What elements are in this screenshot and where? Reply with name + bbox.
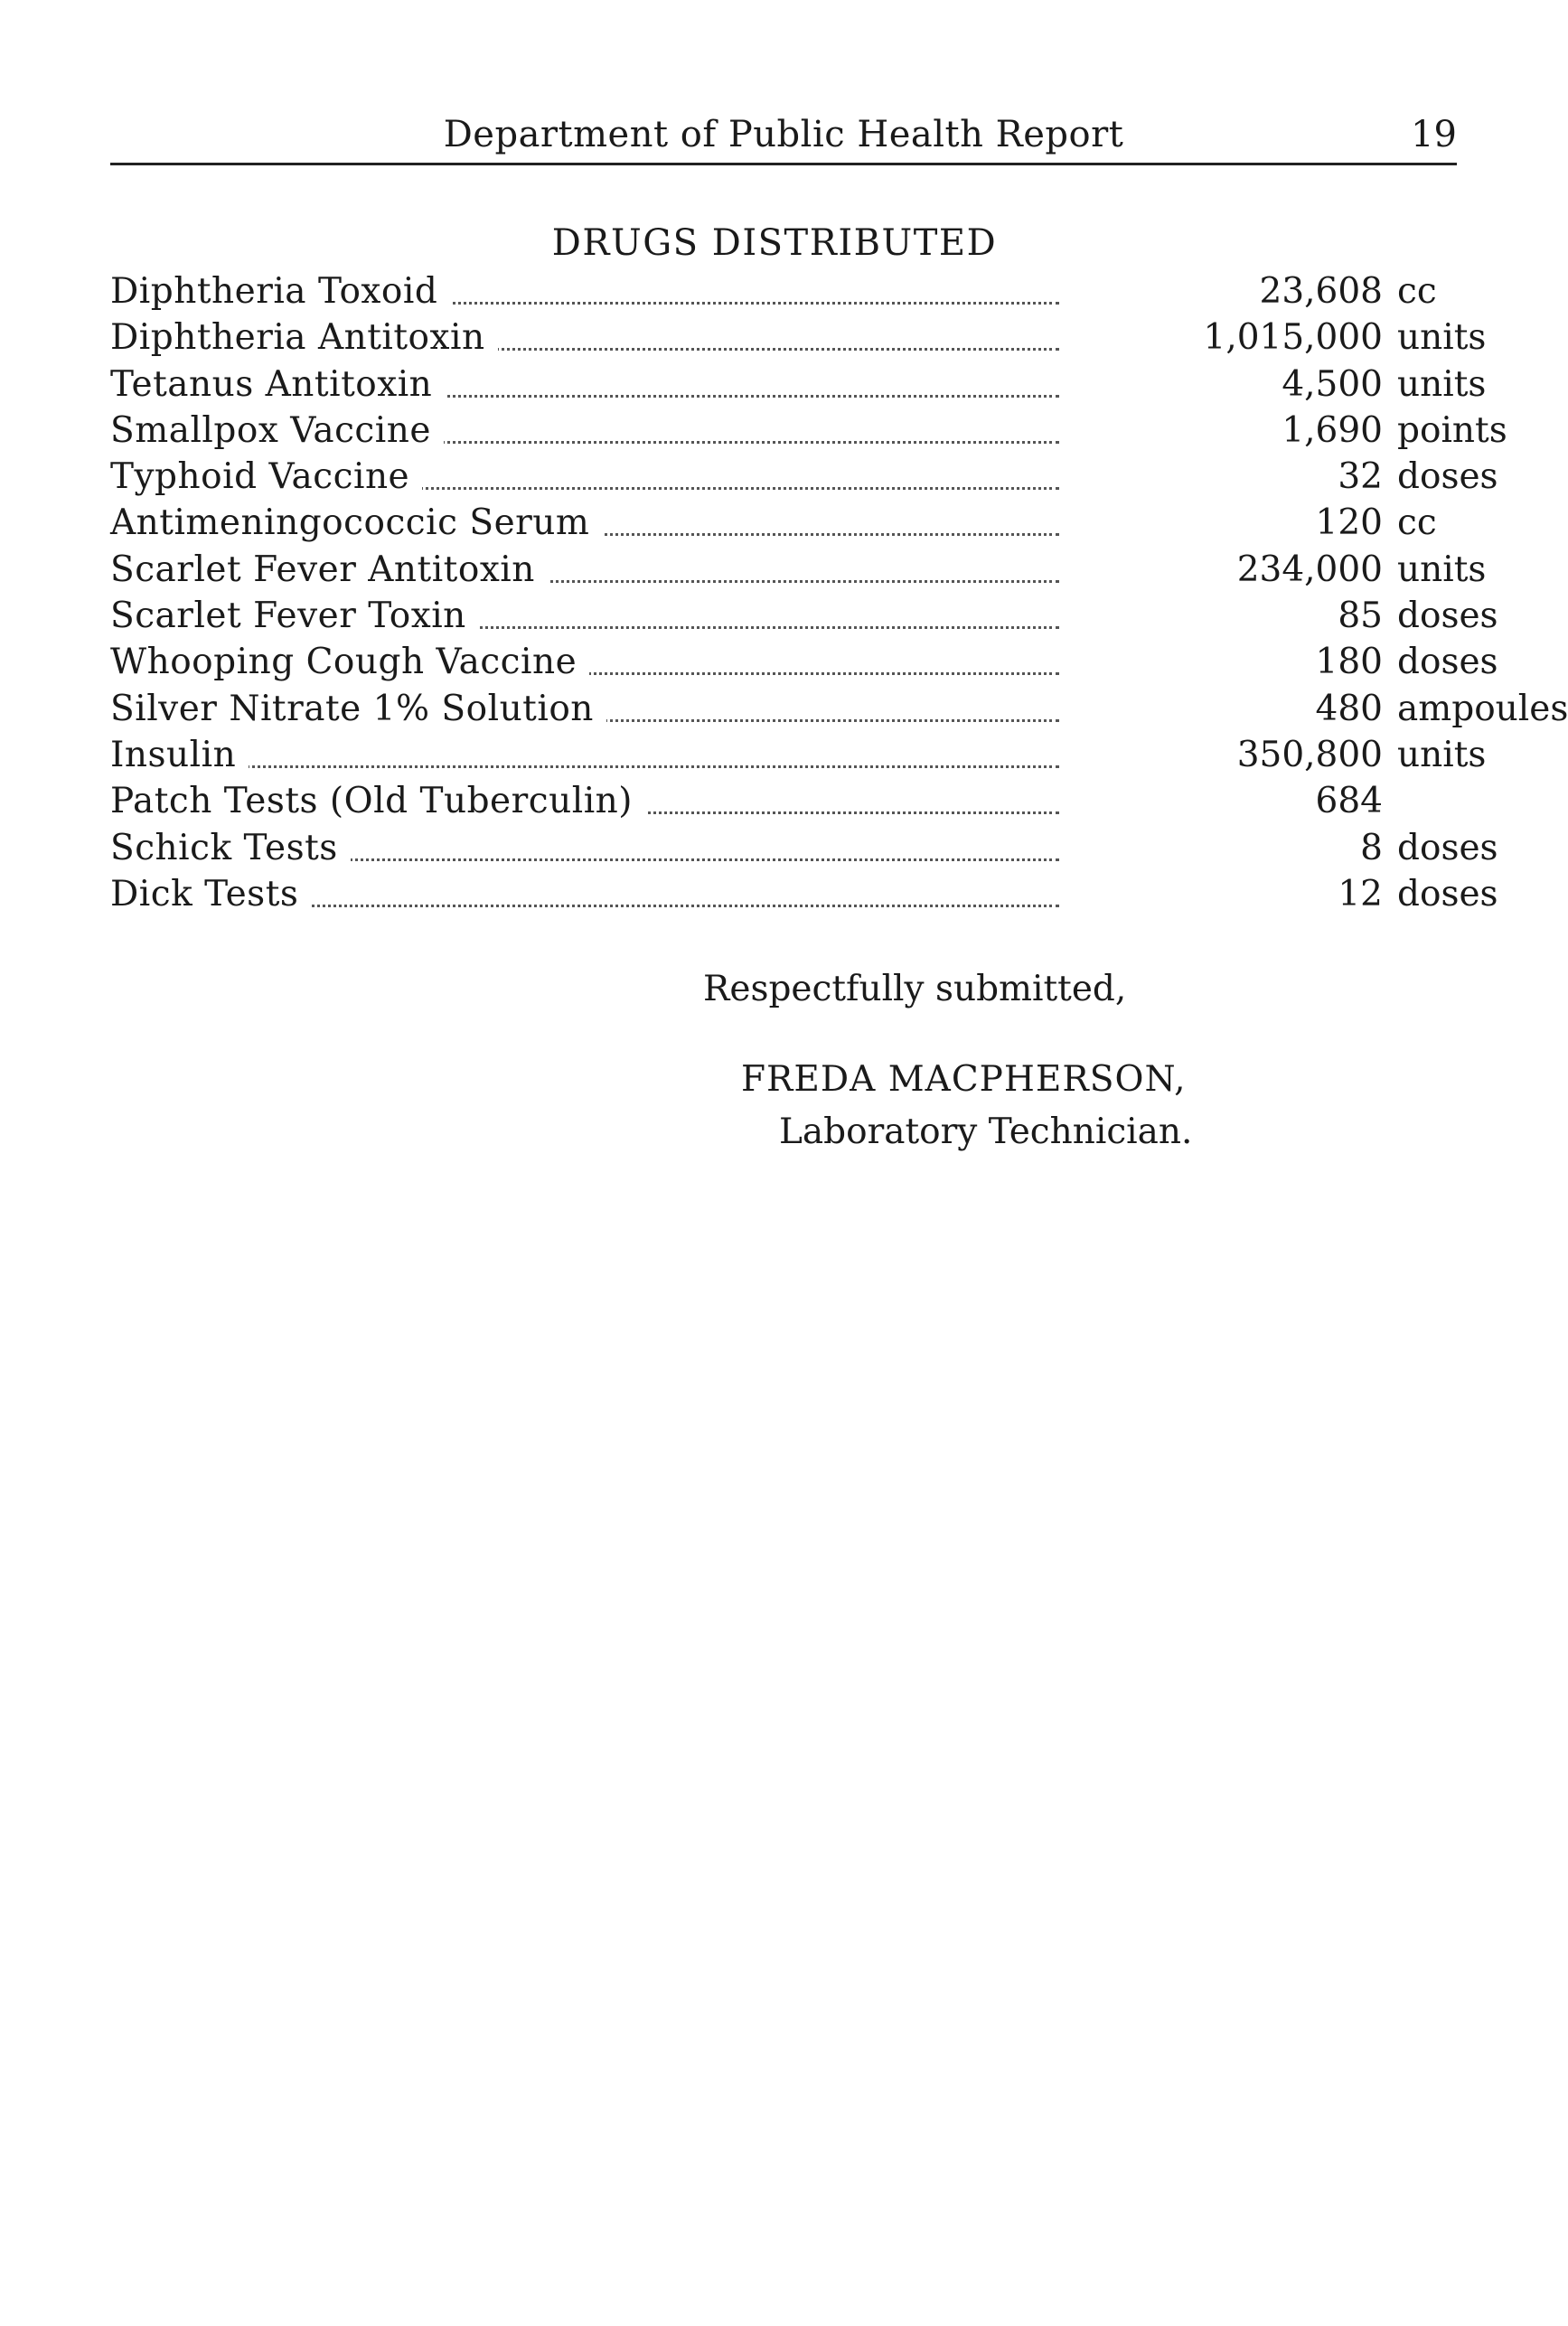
drug-quantity: 480 xyxy=(1315,688,1383,729)
drug-quantity: 120 xyxy=(1315,502,1383,544)
drug-name: Smallpox Vaccine xyxy=(110,410,444,451)
drug-quantity: 1,690 xyxy=(1282,409,1383,451)
drug-quantity: 234,000 xyxy=(1236,549,1383,590)
drug-name: Scarlet Fever Toxin xyxy=(110,596,479,636)
page-number: 19 xyxy=(1411,114,1457,155)
drug-unit: doses xyxy=(1397,456,1498,498)
drug-unit: cc xyxy=(1397,502,1437,544)
drug-unit: doses xyxy=(1397,596,1498,637)
drug-unit: cc xyxy=(1397,271,1437,312)
drug-quantity: 350,800 xyxy=(1236,734,1383,775)
table-row xyxy=(110,824,1498,870)
drugs-table xyxy=(110,267,1568,916)
drug-name: Patch Tests (Old Tuberculin) xyxy=(110,781,645,821)
table-row xyxy=(110,777,1475,823)
header-title: Department of Public Health Report xyxy=(443,114,1124,155)
table-row xyxy=(110,731,1487,777)
drug-name: Whooping Cough Vaccine xyxy=(110,642,589,682)
drug-name: Insulin xyxy=(110,735,249,775)
drug-quantity: 32 xyxy=(1338,456,1383,498)
drug-name: Schick Tests xyxy=(110,828,351,868)
dot-leader xyxy=(110,765,1059,768)
drug-unit: units xyxy=(1397,734,1487,775)
table-row xyxy=(110,685,1568,731)
table-row xyxy=(110,267,1475,314)
drug-quantity: 23,608 xyxy=(1259,271,1383,312)
drug-name: Diphtheria Toxoid xyxy=(110,271,450,312)
drug-unit: doses xyxy=(1397,873,1498,914)
table-row xyxy=(110,453,1498,499)
drug-name: Silver Nitrate 1% Solution xyxy=(110,689,606,729)
drug-unit: points xyxy=(1397,409,1507,451)
signer-title: Laboratory Technician. xyxy=(779,1111,1193,1152)
drug-name: Tetanus Antitoxin xyxy=(110,364,445,405)
drug-quantity: 12 xyxy=(1338,873,1383,914)
signer-name: FREDA MACPHERSON, xyxy=(741,1059,1187,1100)
drug-name: Scarlet Fever Antitoxin xyxy=(110,549,548,590)
table-row xyxy=(110,592,1498,638)
drug-unit: units xyxy=(1397,363,1487,405)
drug-unit: units xyxy=(1397,549,1487,590)
closing-salutation: Respectfully submitted, xyxy=(703,969,1127,1009)
section-title: DRUGS DISTRIBUTED xyxy=(551,222,998,264)
table-row xyxy=(110,499,1475,545)
drug-quantity: 8 xyxy=(1360,827,1383,868)
drug-quantity: 180 xyxy=(1315,642,1383,683)
table-row xyxy=(110,314,1487,360)
table-row xyxy=(110,638,1498,684)
drug-name: Typhoid Vaccine xyxy=(110,456,422,497)
drug-name: Antimeningococcic Serum xyxy=(110,502,602,543)
drug-quantity: 4,500 xyxy=(1282,363,1383,405)
drug-unit: doses xyxy=(1397,827,1498,868)
drug-name: Diphtheria Antitoxin xyxy=(110,317,498,358)
drug-unit: units xyxy=(1397,317,1487,359)
drug-quantity: 1,015,000 xyxy=(1203,317,1383,359)
drug-quantity: 684 xyxy=(1315,781,1383,822)
drug-unit: doses xyxy=(1397,642,1498,683)
drug-quantity: 85 xyxy=(1338,596,1383,637)
drug-unit: ampoules xyxy=(1397,688,1568,729)
table-row xyxy=(110,870,1498,916)
table-row xyxy=(110,361,1487,407)
table-row xyxy=(110,407,1507,453)
table-row xyxy=(110,546,1487,592)
page-header xyxy=(110,107,1457,165)
drug-name: Dick Tests xyxy=(110,874,311,914)
